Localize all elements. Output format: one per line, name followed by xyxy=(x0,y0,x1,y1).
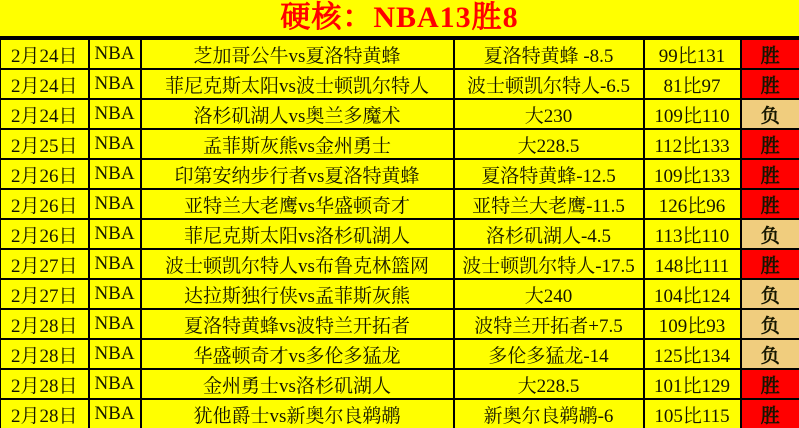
table-row xyxy=(1,279,799,309)
matchup-cell: 印第安纳步行者vs夏洛特黄蜂 xyxy=(141,159,454,189)
league-cell: NBA xyxy=(89,309,141,339)
score-cell: 113比110 xyxy=(644,219,741,249)
pick-cell: 多伦多猛龙-14 xyxy=(454,339,644,369)
table-row xyxy=(1,309,799,339)
matchup-cell: 芝加哥公牛vs夏洛特黄蜂 xyxy=(141,39,454,69)
score-cell: 99比131 xyxy=(644,39,741,69)
matchup-cell: 犹他爵士vs新奥尔良鹈鹕 xyxy=(141,399,454,428)
result-cell: 负 xyxy=(741,279,799,309)
result-cell: 负 xyxy=(741,99,799,129)
pick-cell: 夏洛特黄蜂-12.5 xyxy=(454,159,644,189)
score-cell: 109比110 xyxy=(644,99,741,129)
league-cell: NBA xyxy=(89,39,141,69)
score-cell: 104比124 xyxy=(644,279,741,309)
matchup-cell: 菲尼克斯太阳vs洛杉矶湖人 xyxy=(141,219,454,249)
matchup-cell: 亚特兰大老鹰vs华盛顿奇才 xyxy=(141,189,454,219)
league-cell: NBA xyxy=(89,99,141,129)
table-row xyxy=(1,39,799,69)
table-row xyxy=(1,189,799,219)
table-row xyxy=(1,69,799,99)
score-cell: 109比133 xyxy=(644,159,741,189)
score-cell: 125比134 xyxy=(644,339,741,369)
league-cell: NBA xyxy=(89,219,141,249)
page-title: 硬核：NBA13胜8 xyxy=(280,1,519,34)
pick-cell: 亚特兰大老鹰-11.5 xyxy=(454,189,644,219)
result-cell: 胜 xyxy=(741,39,799,69)
date-cell: 2月28日 xyxy=(1,369,89,399)
table-row xyxy=(1,399,799,428)
result-cell: 胜 xyxy=(741,249,799,279)
date-cell: 2月28日 xyxy=(1,309,89,339)
date-cell: 2月27日 xyxy=(1,279,89,309)
result-cell: 胜 xyxy=(741,159,799,189)
score-cell: 112比133 xyxy=(644,129,741,159)
score-cell: 105比115 xyxy=(644,399,741,428)
matchup-cell: 夏洛特黄蜂vs波特兰开拓者 xyxy=(141,309,454,339)
league-cell: NBA xyxy=(89,279,141,309)
pick-cell: 波特兰开拓者+7.5 xyxy=(454,309,644,339)
league-cell: NBA xyxy=(89,339,141,369)
date-cell: 2月25日 xyxy=(1,129,89,159)
matchup-cell: 华盛顿奇才vs多伦多猛龙 xyxy=(141,339,454,369)
league-cell: NBA xyxy=(89,249,141,279)
score-cell: 109比93 xyxy=(644,309,741,339)
date-cell: 2月28日 xyxy=(1,399,89,428)
result-cell: 胜 xyxy=(741,189,799,219)
result-cell: 胜 xyxy=(741,399,799,428)
table-row xyxy=(1,369,799,399)
table-row xyxy=(1,129,799,159)
date-cell: 2月24日 xyxy=(1,99,89,129)
matchup-cell: 金州勇士vs洛杉矶湖人 xyxy=(141,369,454,399)
result-cell: 负 xyxy=(741,339,799,369)
league-cell: NBA xyxy=(89,129,141,159)
title-bar xyxy=(0,0,799,38)
date-cell: 2月24日 xyxy=(1,69,89,99)
result-cell: 胜 xyxy=(741,369,799,399)
score-cell: 81比97 xyxy=(644,69,741,99)
matchup-cell: 洛杉矶湖人vs奥兰多魔术 xyxy=(141,99,454,129)
results-table-body xyxy=(1,39,799,428)
pick-cell: 夏洛特黄蜂 -8.5 xyxy=(454,39,644,69)
score-cell: 101比129 xyxy=(644,369,741,399)
pick-cell: 大240 xyxy=(454,279,644,309)
date-cell: 2月26日 xyxy=(1,159,89,189)
date-cell: 2月27日 xyxy=(1,249,89,279)
pick-cell: 大230 xyxy=(454,99,644,129)
table-row xyxy=(1,249,799,279)
pick-cell: 大228.5 xyxy=(454,129,644,159)
date-cell: 2月26日 xyxy=(1,189,89,219)
score-cell: 126比96 xyxy=(644,189,741,219)
pick-cell: 大228.5 xyxy=(454,369,644,399)
date-cell: 2月24日 xyxy=(1,39,89,69)
table-row xyxy=(1,219,799,249)
results-table xyxy=(0,38,799,428)
league-cell: NBA xyxy=(89,369,141,399)
matchup-cell: 波士顿凯尔特人vs布鲁克林篮网 xyxy=(141,249,454,279)
result-cell: 负 xyxy=(741,219,799,249)
date-cell: 2月28日 xyxy=(1,339,89,369)
table-row xyxy=(1,339,799,369)
pick-cell: 洛杉矶湖人-4.5 xyxy=(454,219,644,249)
pick-cell: 波士顿凯尔特人-6.5 xyxy=(454,69,644,99)
result-cell: 负 xyxy=(741,309,799,339)
table-row xyxy=(1,99,799,129)
score-cell: 148比111 xyxy=(644,249,741,279)
result-cell: 胜 xyxy=(741,69,799,99)
league-cell: NBA xyxy=(89,159,141,189)
pick-cell: 新奥尔良鹈鹕-6 xyxy=(454,399,644,428)
table-row xyxy=(1,159,799,189)
league-cell: NBA xyxy=(89,399,141,428)
league-cell: NBA xyxy=(89,189,141,219)
result-cell: 胜 xyxy=(741,129,799,159)
matchup-cell: 孟菲斯灰熊vs金州勇士 xyxy=(141,129,454,159)
matchup-cell: 菲尼克斯太阳vs波士顿凯尔特人 xyxy=(141,69,454,99)
date-cell: 2月26日 xyxy=(1,219,89,249)
matchup-cell: 达拉斯独行侠vs孟菲斯灰熊 xyxy=(141,279,454,309)
pick-cell: 波士顿凯尔特人-17.5 xyxy=(454,249,644,279)
league-cell: NBA xyxy=(89,69,141,99)
